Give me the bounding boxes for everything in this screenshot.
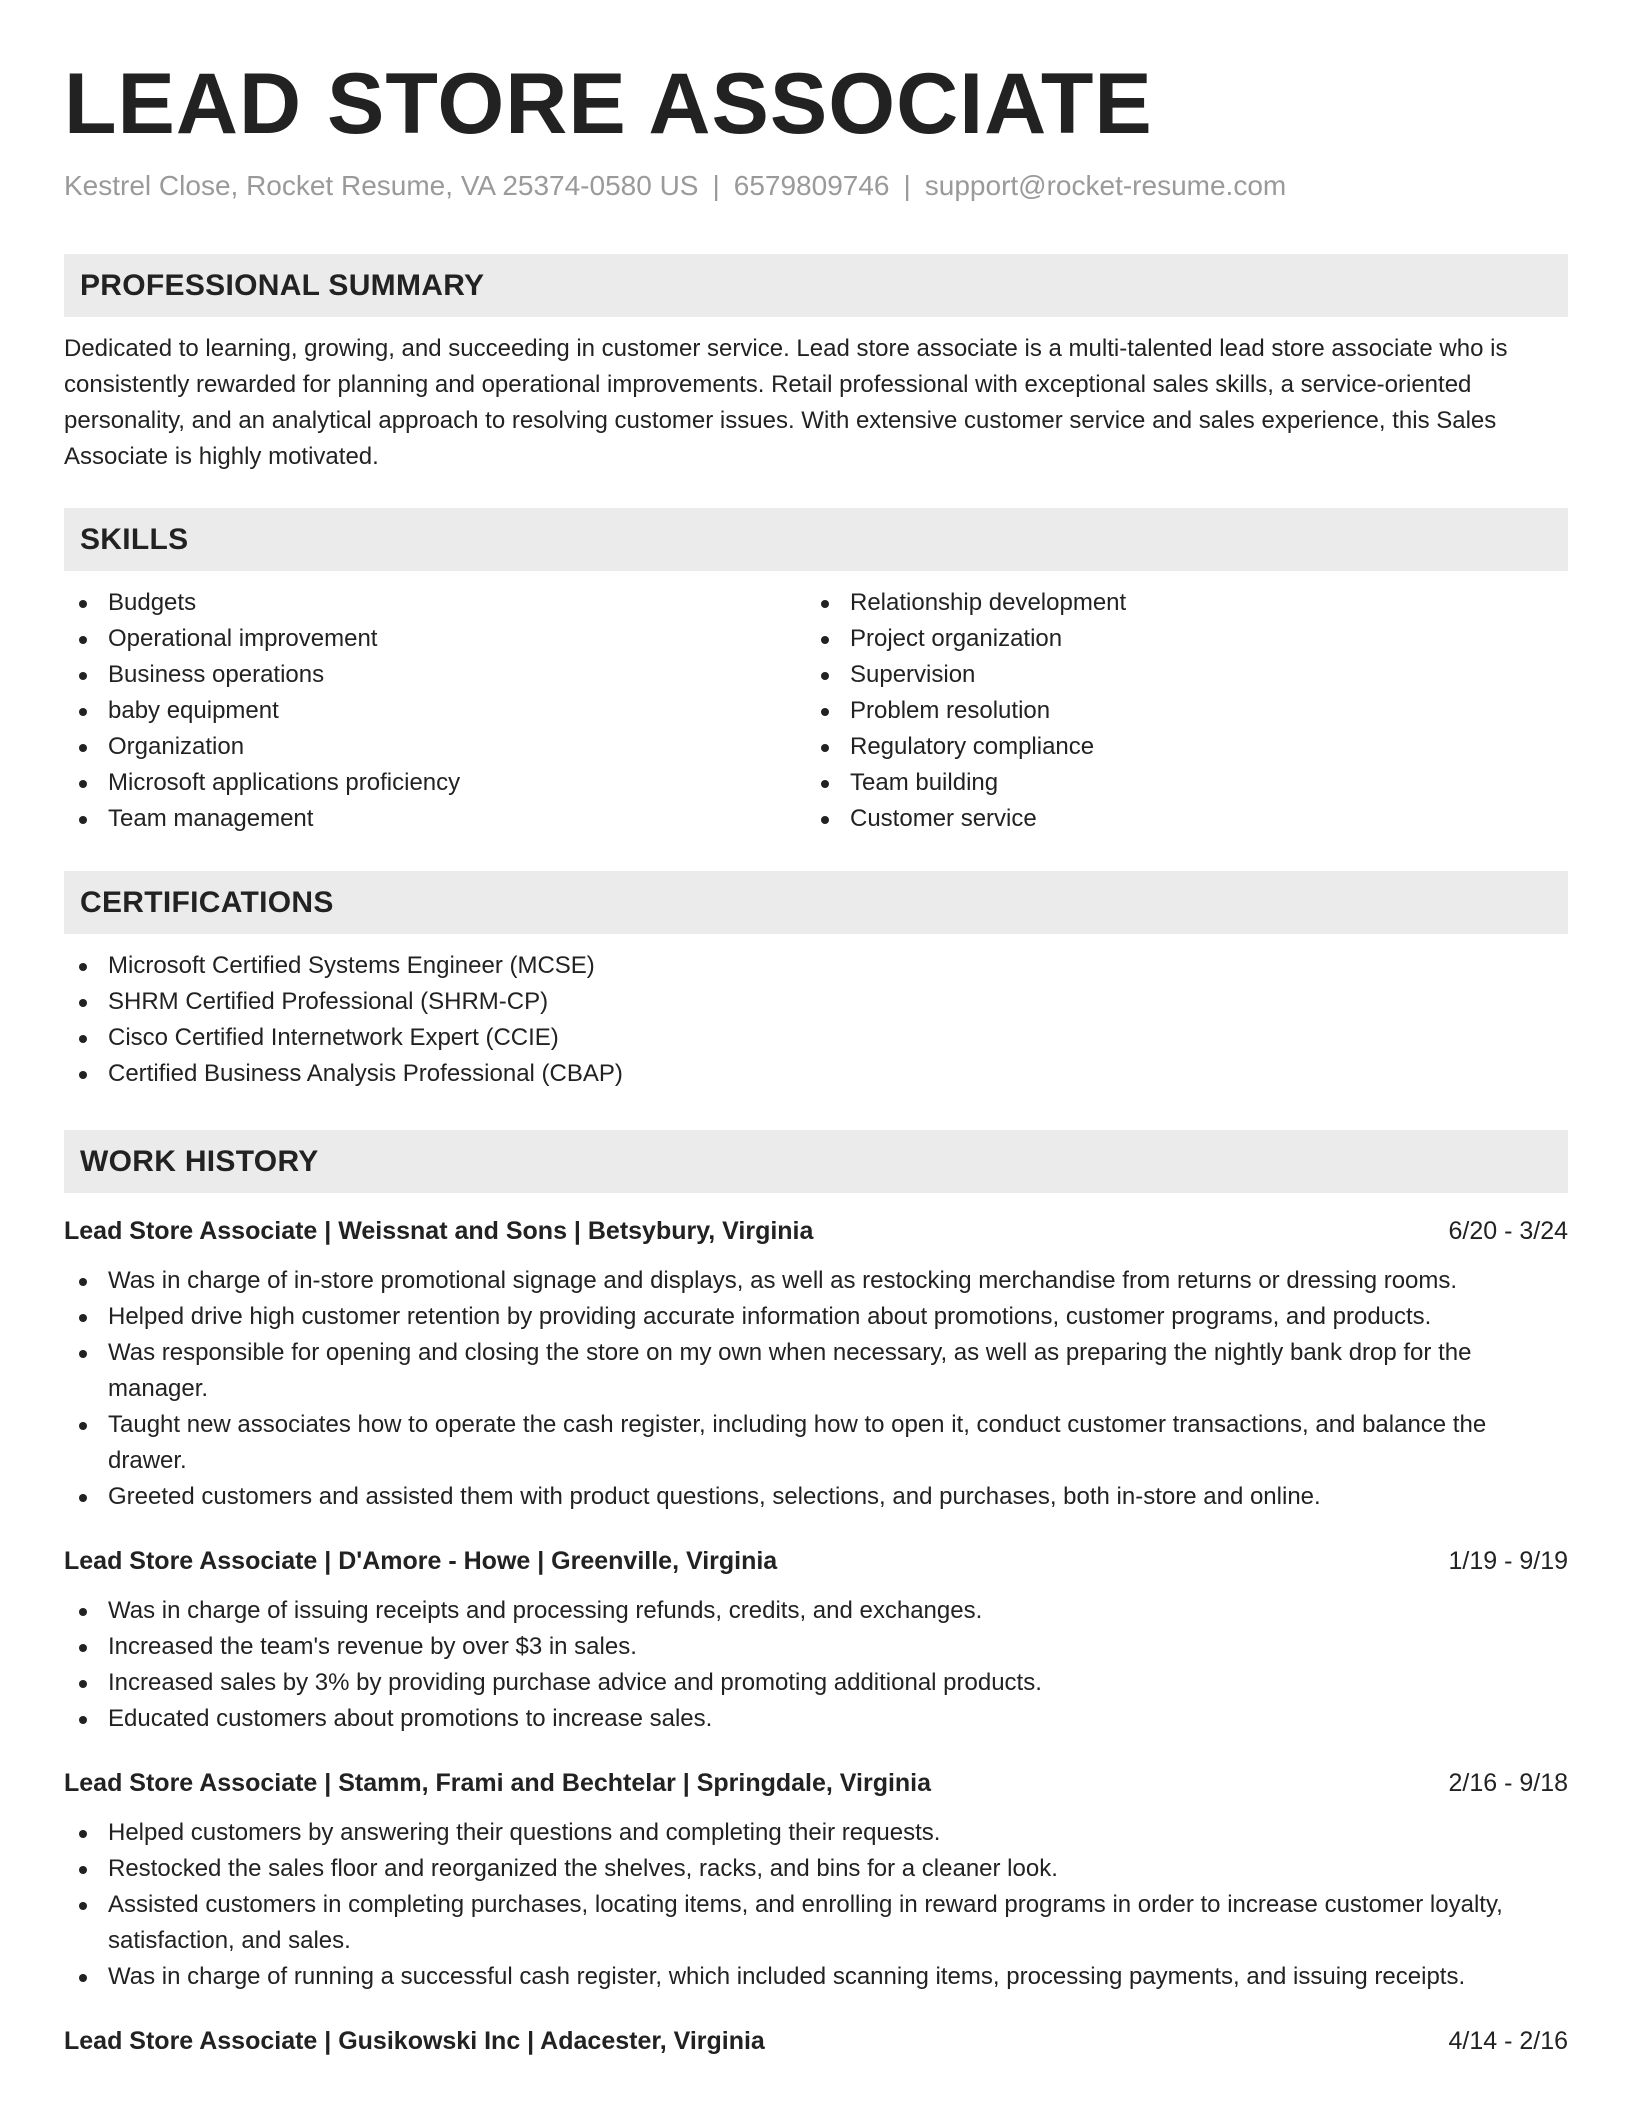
job-bullet: Was responsible for opening and closing the store on my own when necessary, as well as preparing the nightly bank drop for the manager. (64, 1335, 1568, 1407)
job-header (64, 1543, 1568, 1579)
skill-item: Team building (806, 765, 1548, 801)
job-title: Lead Store Associate | Weissnat and Sons | Betsybury, Virginia (64, 1217, 814, 1245)
section-header-certifications: CERTIFICATIONS (64, 871, 1568, 934)
contact-address: Kestrel Close, Rocket Resume, VA 25374-0580 US (64, 170, 699, 201)
job-entry (64, 2023, 1568, 2059)
skill-item: Problem resolution (806, 693, 1548, 729)
skill-item: Supervision (806, 657, 1548, 693)
skill-item: Relationship development (806, 585, 1548, 621)
section-header-work-history: WORK HISTORY (64, 1130, 1568, 1193)
section-header-summary: PROFESSIONAL SUMMARY (64, 254, 1568, 317)
skill-item: Organization (64, 729, 806, 765)
job-bullet: Was in charge of running a successful cash register, which included scanning items, processing payments, and issuing receipts. (64, 1959, 1568, 1995)
job-title: Lead Store Associate | Gusikowski Inc | Adacester, Virginia (64, 2027, 765, 2055)
job-dates: 4/14 - 2/16 (1448, 2027, 1568, 2055)
job-bullets (64, 1263, 1568, 1515)
skills-grid (64, 585, 1568, 837)
resume-title: LEAD STORE ASSOCIATE (64, 56, 1153, 152)
certification-item: Certified Business Analysis Professional (CBAP) (64, 1056, 1568, 1092)
skill-item: Customer service (806, 801, 1548, 837)
job-dates: 1/19 - 9/19 (1448, 1547, 1568, 1575)
summary-text: Dedicated to learning, growing, and succeeding in customer service. Lead store associate is a multi-talented lead store associate who is consistently rewarded for planning and operational improvements. Retail professional with exceptional sales skills, a service-oriented personality, and an analytical approach to resolving customer issues. With extensive customer service and sales experience, this Sales Associate is highly motivated. (64, 335, 1508, 470)
contact-email: support@rocket-resume.com (924, 170, 1287, 201)
work-history-list (64, 1213, 1568, 2059)
job-bullet: Helped drive high customer retention by providing accurate information about promotions, customer programs, and products. (64, 1299, 1568, 1335)
section-header-skills: SKILLS (64, 508, 1568, 571)
contact-separator: | (712, 170, 720, 201)
job-bullets (64, 1815, 1568, 1995)
certification-item: SHRM Certified Professional (SHRM-CP) (64, 984, 1568, 1020)
job-title: Lead Store Associate | D'Amore - Howe | Greenville, Virginia (64, 1547, 778, 1575)
skill-item: Microsoft applications proficiency (64, 765, 806, 801)
job-entry (64, 1213, 1568, 1515)
skills-left-column (64, 585, 806, 837)
skill-item: Team management (64, 801, 806, 837)
job-bullet: Educated customers about promotions to increase sales. (64, 1701, 1568, 1737)
contact-separator: | (903, 170, 911, 201)
job-header (64, 2023, 1568, 2059)
job-bullet: Increased sales by 3% by providing purchase advice and promoting additional products. (64, 1665, 1568, 1701)
job-bullet: Assisted customers in completing purchases, locating items, and enrolling in reward programs in order to increase customer loyalty, satisfaction, and sales. (64, 1887, 1568, 1959)
certification-item: Microsoft Certified Systems Engineer (MCSE) (64, 948, 1568, 984)
skill-item: Budgets (64, 585, 806, 621)
job-header (64, 1213, 1568, 1249)
contact-phone: 6579809746 (733, 170, 890, 201)
job-dates: 6/20 - 3/24 (1448, 1217, 1568, 1245)
skill-item: baby equipment (64, 693, 806, 729)
job-bullet: Greeted customers and assisted them with product questions, selections, and purchases, both in-store and online. (64, 1479, 1568, 1515)
job-bullet: Restocked the sales floor and reorganized the shelves, racks, and bins for a cleaner look. (64, 1851, 1568, 1887)
certification-item: Cisco Certified Internetwork Expert (CCIE) (64, 1020, 1568, 1056)
job-bullet: Was in charge of issuing receipts and processing refunds, credits, and exchanges. (64, 1593, 1568, 1629)
skill-item: Business operations (64, 657, 806, 693)
job-bullet: Was in charge of in-store promotional signage and displays, as well as restocking merchandise from returns or dressing rooms. (64, 1263, 1568, 1299)
resume-page (64, 54, 1568, 2059)
skill-item: Regulatory compliance (806, 729, 1548, 765)
contact-line (64, 168, 1568, 204)
job-entry (64, 1543, 1568, 1737)
skill-item: Project organization (806, 621, 1548, 657)
skills-right-column (806, 585, 1548, 837)
job-entry (64, 1765, 1568, 1995)
job-dates: 2/16 - 9/18 (1448, 1769, 1568, 1797)
certifications-list (64, 948, 1568, 1092)
job-bullet: Increased the team's revenue by over $3 in sales. (64, 1629, 1568, 1665)
job-header (64, 1765, 1568, 1801)
job-title: Lead Store Associate | Stamm, Frami and Bechtelar | Springdale, Virginia (64, 1769, 932, 1797)
skill-item: Operational improvement (64, 621, 806, 657)
job-bullet: Taught new associates how to operate the cash register, including how to open it, conduct customer transactions, and balance the drawer. (64, 1407, 1568, 1479)
job-bullets (64, 1593, 1568, 1737)
job-bullet: Helped customers by answering their questions and completing their requests. (64, 1815, 1568, 1851)
